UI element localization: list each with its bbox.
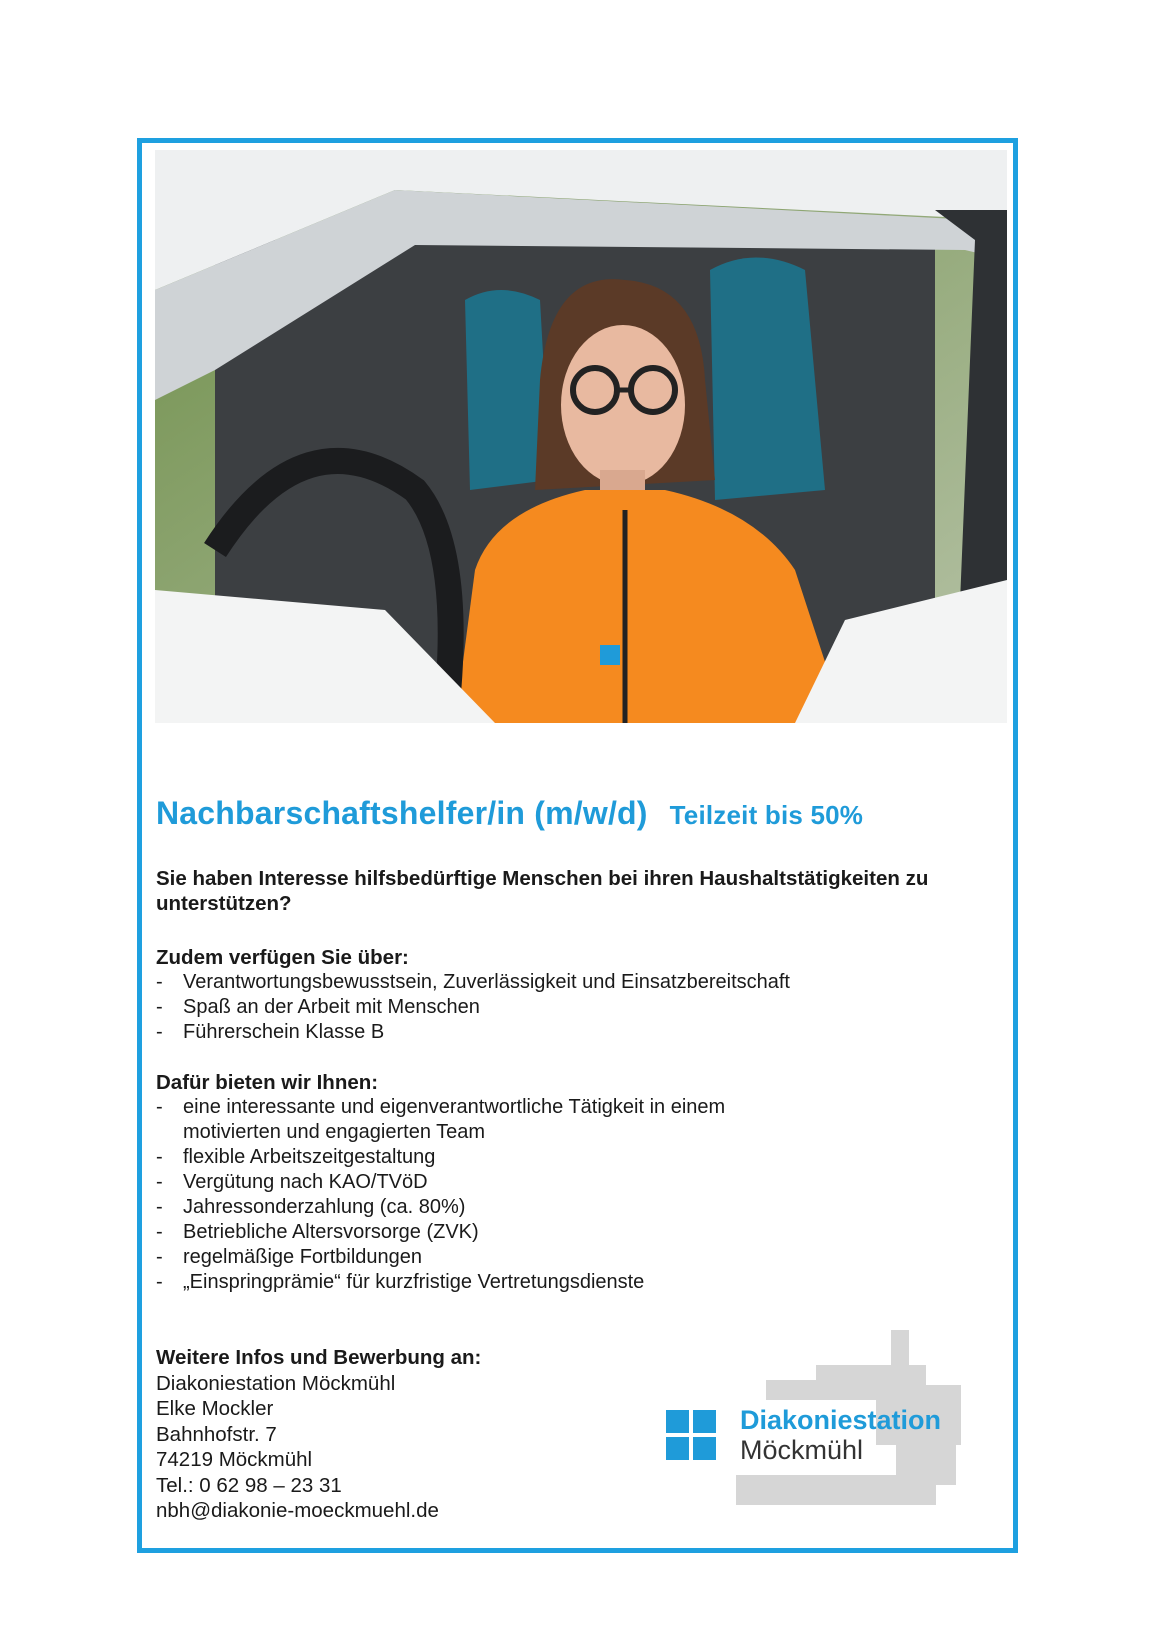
requirements-section <box>156 945 986 1045</box>
list-item: - Verantwortungsbewusstsein, Zuverlässigkeit und Einsatzbereitschaft <box>156 970 986 995</box>
list-item: - Betriebliche Altersvorsorge (ZVK) <box>156 1220 796 1245</box>
offer-list <box>156 1095 796 1295</box>
contact-city: 74219 Möckmühl <box>156 1448 313 1471</box>
list-item: - „Einspringprämie“ für kurzfristige Vertretungsdienste <box>156 1270 796 1295</box>
contact-street: Bahnhofstr. 7 <box>156 1422 277 1446</box>
job-title-text: Nachbarschaftshelfer/in (m/w/d) <box>156 795 648 831</box>
offer-section <box>156 1070 796 1295</box>
list-item: - eine interessante und eigenverantwortliche Tätigkeit in einem motivierten und engagierten Team <box>156 1095 796 1145</box>
list-item: - flexible Arbeitszeitgestaltung <box>156 1145 796 1170</box>
contact-person: Elke Mockler <box>156 1397 274 1420</box>
diakonie-cross-icon <box>666 1410 716 1460</box>
list-item: - Jahressonderzahlung (ca. 80%) <box>156 1195 796 1220</box>
list-item: - Führerschein Klasse B <box>156 1020 986 1045</box>
requirements-heading: Zudem verfügen Sie über: <box>156 946 409 969</box>
employment-type: Teilzeit bis 50% <box>669 800 864 830</box>
hero-photo <box>155 150 1007 723</box>
job-title <box>156 795 863 832</box>
list-item: - Vergütung nach KAO/TVöD <box>156 1170 796 1195</box>
diakoniestation-logo <box>666 1325 968 1515</box>
offer-heading: Dafür bieten wir Ihnen: <box>156 1071 379 1094</box>
contact-phone[interactable]: Tel.: 0 62 98 – 23 31 <box>156 1473 342 1497</box>
logo-name-line2: Möckmühl <box>740 1435 864 1465</box>
woman-in-car-illustration <box>155 150 1007 723</box>
list-item: - regelmäßige Fortbildungen <box>156 1245 796 1270</box>
contact-block <box>156 1345 481 1524</box>
list-item: - Spaß an der Arbeit mit Menschen <box>156 995 986 1020</box>
contact-email[interactable]: nbh@diakonie-moeckmuehl.de <box>156 1499 439 1522</box>
contact-heading: Weitere Infos und Bewerbung an: <box>156 1346 482 1369</box>
contact-organization: Diakoniestation Möckmühl <box>156 1371 396 1395</box>
lead-question: Sie haben Interesse hilfsbedürftige Menschen bei ihren Haushaltstätigkeiten zu unterstützen? <box>156 867 929 915</box>
logo-name-line1: Diakoniestation <box>740 1405 942 1435</box>
requirements-list <box>156 970 986 1045</box>
